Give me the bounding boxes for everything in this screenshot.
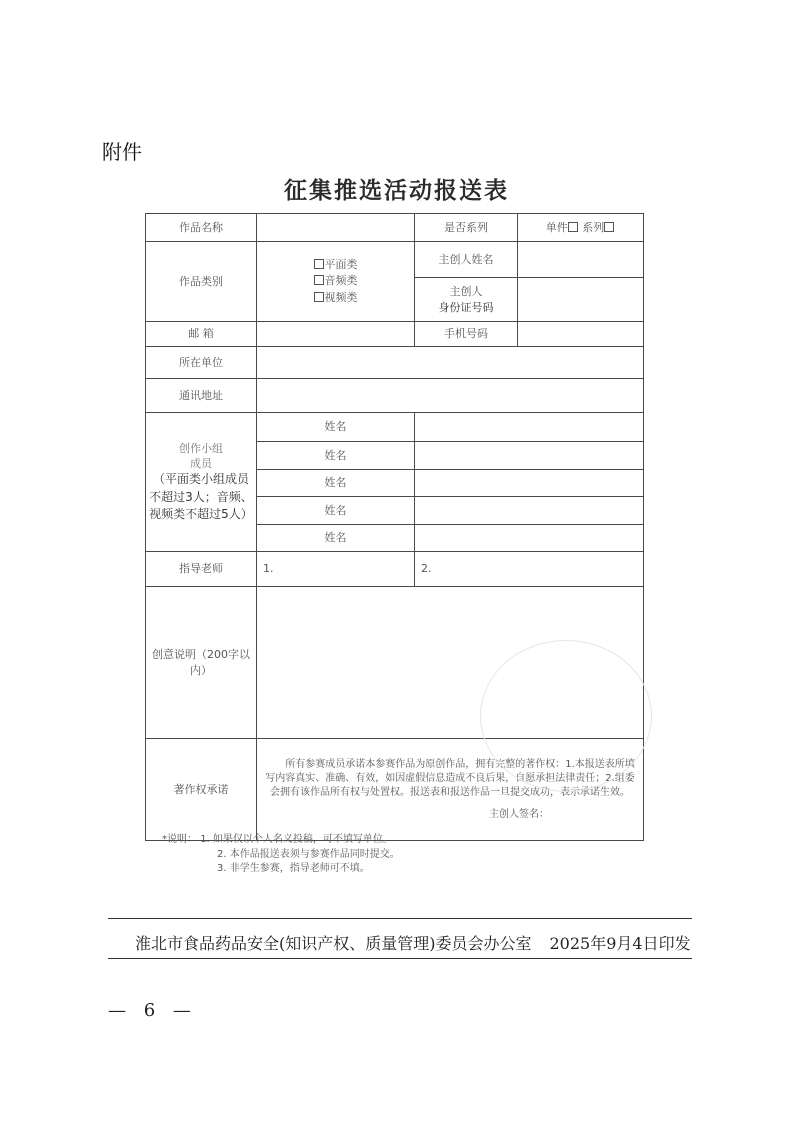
- team-title-line1: 创作小组: [179, 441, 223, 455]
- footer-issuer-line: [135, 931, 691, 954]
- work-category-label: 作品类别: [146, 242, 257, 322]
- team-size-note: （平面类小组成员不超过3人；音频、视频类不超过5人）: [149, 472, 253, 522]
- page-number: — 6 —: [108, 1000, 197, 1021]
- series-checkbox: [604, 222, 614, 232]
- description-label: 创意说明（200字以内）: [146, 587, 257, 739]
- attachment-label: 附件: [102, 140, 142, 164]
- pledge-label: 著作权承诺: [146, 739, 257, 841]
- note-line-3: 3. 非学生参赛，指导老师可不填。: [217, 863, 370, 874]
- team-member-name-label: 姓名: [257, 413, 415, 442]
- team-member-name-label: 姓名: [257, 442, 415, 470]
- form-notes: [162, 833, 400, 877]
- main-creator-id-label-line1: 主创人: [449, 285, 483, 299]
- form-title: 征集推选活动报送表: [284, 177, 509, 204]
- pledge-signature-label: 主创人签名：: [489, 808, 549, 820]
- advisor-1-field: 1.: [257, 552, 415, 587]
- advisor-label: 指导老师: [146, 552, 257, 587]
- address-field: [257, 379, 644, 413]
- phone-label: 手机号码: [415, 322, 518, 347]
- category-checkbox: [314, 292, 324, 302]
- single-checkbox: [568, 222, 578, 232]
- faint-stamp-outline: [480, 640, 652, 792]
- main-creator-id-label-line2: 身份证号码: [438, 300, 494, 314]
- team-member-name-label: 姓名: [257, 470, 415, 497]
- series-options: [518, 214, 644, 242]
- category-option: [314, 257, 358, 274]
- main-creator-name-field: [518, 242, 644, 278]
- issue-date: 2025年9月4日印发: [549, 934, 691, 953]
- main-creator-id-label: [415, 278, 518, 322]
- category-label: 平面类: [324, 257, 358, 271]
- team-members-label: [146, 413, 257, 552]
- category-label: 音频类: [324, 274, 358, 288]
- note-line-1: [162, 833, 400, 848]
- category-checkbox: [314, 275, 324, 285]
- email-label: 邮 箱: [146, 322, 257, 347]
- issuer-name: 淮北市食品药品安全(知识产权、质量管理)委员会办公室: [135, 934, 532, 953]
- main-creator-name-label: 主创人姓名: [415, 242, 518, 278]
- unit-label: 所在单位: [146, 347, 257, 379]
- category-label: 视频类: [324, 290, 358, 304]
- note-prefix: *说明：: [162, 834, 197, 845]
- team-member-name-label: 姓名: [257, 497, 415, 525]
- footer-top-rule: [108, 918, 692, 919]
- series-label: 系列: [582, 220, 605, 234]
- is-series-label: 是否系列: [415, 214, 518, 242]
- note-1: 1. 如果仅以个人名义投稿，可不填写单位。: [200, 834, 393, 845]
- single-label: 单件: [545, 220, 568, 234]
- category-checkbox: [314, 259, 324, 269]
- advisor-2-field: 2.: [415, 552, 644, 587]
- category-option: [314, 273, 358, 290]
- main-creator-id-field: [518, 278, 644, 322]
- note-line-2: 2. 本作品报送表须与参赛作品同时提交。: [217, 848, 400, 860]
- team-member-name-field: [415, 497, 644, 525]
- team-member-name-field: [415, 413, 644, 442]
- category-option: [314, 290, 358, 307]
- phone-field: [518, 322, 644, 347]
- unit-field: [257, 347, 644, 379]
- work-name-label: 作品名称: [146, 214, 257, 242]
- email-field: [257, 322, 415, 347]
- team-title-line2: 成员: [190, 456, 212, 470]
- work-category-options: [257, 242, 415, 322]
- team-member-name-field: [415, 525, 644, 552]
- address-label: 通讯地址: [146, 379, 257, 413]
- pledge-text: 所有参赛成员承诺本参赛作品为原创作品，拥有完整的著作权：1.本报送表所填写内容真实、准确、有效，如因虚假信息造成不良后果，自愿承担法律责任；2.组委会拥有该作品所有权与处置权。报送表和报送作品一旦提交成功，表示承诺生效。: [265, 758, 635, 798]
- team-member-name-field: [415, 442, 644, 470]
- work-name-field: [257, 214, 415, 242]
- team-member-name-field: [415, 470, 644, 497]
- team-member-name-label: 姓名: [257, 525, 415, 552]
- footer-bottom-rule: [108, 958, 692, 959]
